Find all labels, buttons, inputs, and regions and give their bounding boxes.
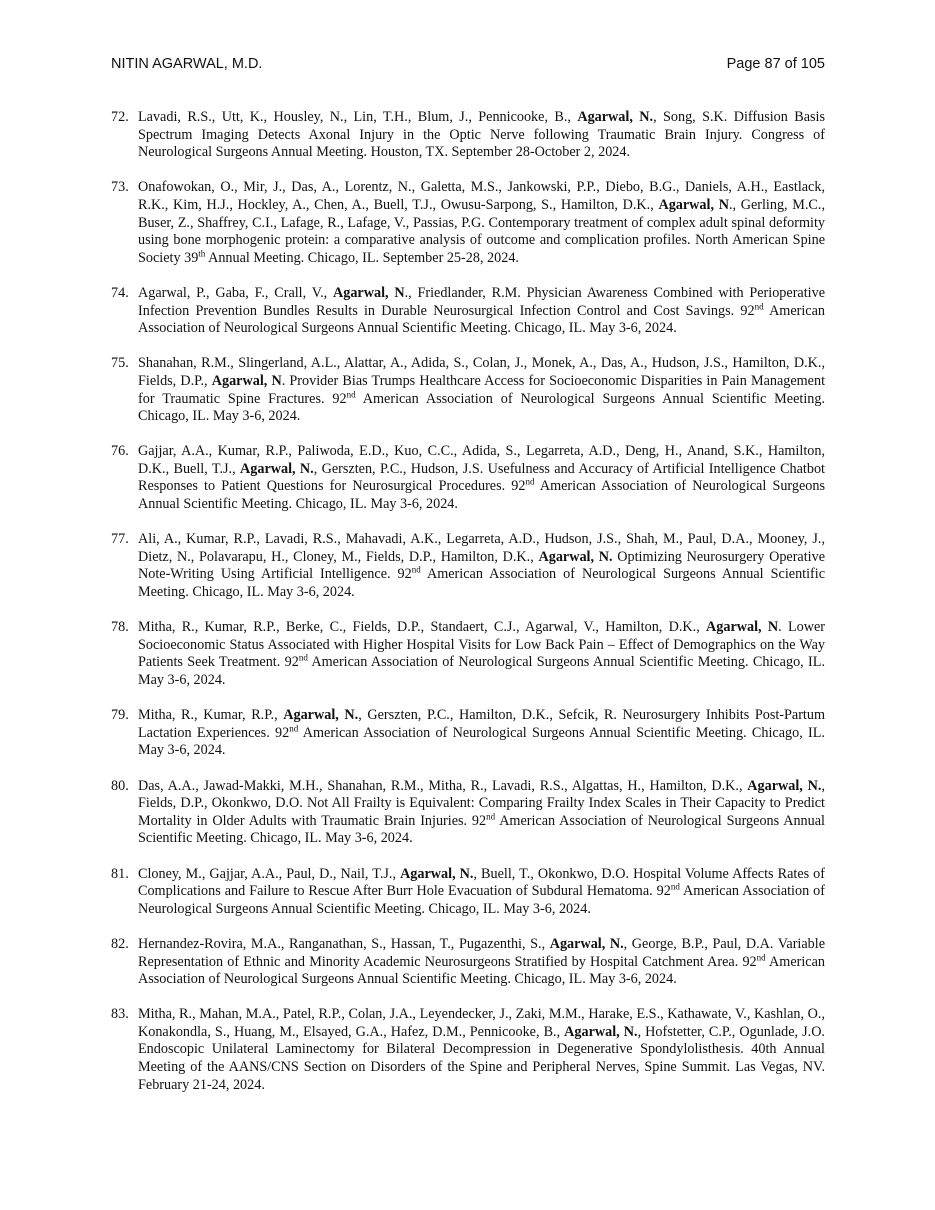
reference-text bbox=[138, 936, 825, 989]
author-highlight: Agarwal, N bbox=[706, 619, 779, 636]
reference-item bbox=[111, 1006, 825, 1094]
ordinal-suffix: nd bbox=[411, 564, 421, 575]
reference-number: 79. bbox=[111, 707, 129, 724]
author-highlight: Agarwal, N bbox=[658, 196, 729, 213]
reference-segment: , George, B.P., Paul, D.A. Variable Representation of Ethnic and Minority Academic Neurosurgeons Stratified by Hospital Catchment Area. 92 bbox=[138, 935, 826, 970]
reference-segment: American Association of Neurological Surgeons Annual Scientific Meeting. Chicago, IL. May 3-6, 2024. bbox=[138, 566, 826, 601]
reference-list bbox=[111, 109, 825, 1112]
reference-text bbox=[138, 531, 825, 601]
author-highlight: Agarwal, N. bbox=[564, 1023, 638, 1040]
reference-item bbox=[111, 531, 825, 601]
author-highlight: Agarwal, N. bbox=[240, 460, 314, 477]
reference-number: 72. bbox=[111, 109, 129, 125]
author-highlight: Agarwal, N bbox=[211, 372, 282, 389]
header-author: NITIN AGARWAL, M.D. bbox=[111, 56, 263, 72]
reference-segment: Onafowokan, O., Mir, J., Das, A., Lorentz, N., Galetta, M.S., Jankowski, P.P., Diebo, B.G., Daniels, A.H., Eastlack, R.K., Kim, H.J., Hockley, A., Chen, A., Buell, T.J., Owusu-Sarpong, S., Hamilton, D.K., bbox=[138, 179, 825, 213]
reference-text bbox=[138, 179, 825, 267]
ordinal-suffix: nd bbox=[289, 723, 299, 734]
reference-segment: American Association of Neurological Surgeons Annual Scientific Meeting. Chicago, IL. May 3-6, 2024. bbox=[138, 883, 825, 917]
reference-number: 75. bbox=[111, 355, 129, 372]
reference-text bbox=[138, 355, 825, 425]
reference-number: 76. bbox=[111, 443, 129, 460]
page-header bbox=[111, 56, 825, 72]
reference-number: 74. bbox=[111, 284, 129, 301]
reference-segment: Agarwal, P., Gaba, F., Crall, V., bbox=[138, 284, 333, 301]
reference-number: 78. bbox=[111, 619, 129, 636]
header-page-number: Page 87 of 105 bbox=[726, 56, 825, 72]
reference-item bbox=[111, 443, 825, 513]
ordinal-suffix: nd bbox=[298, 652, 308, 663]
author-highlight: Agarwal, N bbox=[333, 284, 405, 301]
reference-text bbox=[138, 778, 825, 848]
reference-item bbox=[111, 707, 825, 760]
ordinal-suffix: nd bbox=[346, 388, 356, 399]
ordinal-suffix: th bbox=[198, 248, 206, 259]
reference-number: 80. bbox=[111, 777, 129, 794]
reference-segment: American Association of Neurological Surgeons Annual Scientific Meeting. Chicago, IL. May 3-6, 2024. bbox=[138, 654, 825, 688]
reference-item bbox=[111, 285, 825, 338]
reference-number: 81. bbox=[111, 865, 129, 882]
reference-text bbox=[138, 1006, 825, 1094]
reference-segment: , Hofstetter, C.P., Ogunlade, J.O. Endoscopic Unilateral Laminectomy for Bilateral Decompression in Degenerative Spondylolisthesis. 40th Annual Meeting of the AANS/CNS Section on Disorders of the Spine and Peripheral Nerves, Spine Summit. Las Vegas, NV. February 21-24, 2024. bbox=[138, 1023, 825, 1093]
reference-text bbox=[138, 619, 825, 689]
ordinal-suffix: nd bbox=[754, 300, 764, 311]
reference-segment: , Buell, T., Okonkwo, D.O. Hospital Volume Affects Rates of Complications and Failure to Rescue After Burr Hole Evacuation of Subdural Hematoma. 92 bbox=[138, 865, 825, 900]
ordinal-suffix: nd bbox=[525, 476, 535, 487]
reference-segment: Hernandez-Rovira, M.A., Ranganathan, S., Hassan, T., Pugazenthi, S., bbox=[138, 935, 550, 952]
reference-item bbox=[111, 355, 825, 425]
reference-segment: . Lower Socioeconomic Status Associated with Higher Hospital Visits for Low Back Pain – Effect of Demographics on the Way Patients Seek Treatment. 92 bbox=[138, 619, 825, 671]
author-highlight: Agarwal, N. bbox=[538, 548, 613, 565]
ordinal-suffix: nd bbox=[486, 811, 496, 822]
reference-segment: Optimizing Neurosurgery Operative Note-Writing Using Artificial Intelligence. 92 bbox=[138, 548, 826, 583]
reference-item bbox=[111, 866, 825, 919]
ordinal-suffix: nd bbox=[756, 951, 766, 962]
reference-segment: , Gerszten, P.C., Hudson, J.S. Usefulness and Accuracy of Artificial Intelligence Chatbot Responses to Patient Questions for Neurosurgical Procedures. 92 bbox=[138, 460, 826, 495]
ordinal-suffix: nd bbox=[670, 881, 680, 892]
reference-segment: American Association of Neurological Surgeons Annual Scientific Meeting. Chicago, IL. May 3-6, 2024. bbox=[138, 812, 825, 847]
reference-segment: , Song, S.K. Diffusion Basis Spectrum Imaging Detects Axonal Injury in the Optic Nerve following Traumatic Brain Injury. Congress of Neurological Surgeons Annual Meeting. Houston, TX. September 28-October 2, 2024. bbox=[138, 109, 825, 161]
author-highlight: Agarwal, N. bbox=[577, 109, 654, 125]
author-highlight: Agarwal, N. bbox=[747, 777, 822, 794]
reference-segment: American Association of Neurological Surgeons Annual Scientific Meeting. Chicago, IL. May 3-6, 2024. bbox=[138, 390, 825, 425]
reference-segment: Cloney, M., Gajjar, A.A., Paul, D., Nail, T.J., bbox=[138, 865, 401, 882]
reference-text bbox=[138, 443, 825, 513]
reference-number: 83. bbox=[111, 1006, 129, 1023]
reference-segment: American Association of Neurological Surgeons Annual Scientific Meeting. Chicago, IL. May 3-6, 2024. bbox=[138, 302, 825, 337]
reference-segment: Ali, A., Kumar, R.P., Lavadi, R.S., Mahavadi, A.K., Legarreta, A.D., Hudson, J.S., Shah, M., Paul, D.A., Mooney, J., Dietz, N., Polavarapu, H., Cloney, M., Fields, D.P., Hamilton, D.K., bbox=[138, 531, 825, 565]
reference-segment: Mitha, R., Kumar, R.P., Berke, C., Fields, D.P., Standaert, C.J., Agarwal, V., Hamilton, D.K., bbox=[138, 619, 707, 636]
reference-segment: , Fields, D.P., Okonkwo, D.O. Not All Frailty is Equivalent: Comparing Frailty Index Scales in Their Capacity to Predict Mortality in Older Adults with Traumatic Brain Injuries. 92 bbox=[138, 777, 825, 829]
reference-item bbox=[111, 109, 825, 162]
reference-item bbox=[111, 619, 825, 689]
reference-text bbox=[138, 866, 825, 919]
reference-segment: Annual Meeting. Chicago, IL. September 25-28, 2024. bbox=[205, 249, 519, 266]
reference-segment: American Association of Neurological Surgeons Annual Scientific Meeting. Chicago, IL. May 3-6, 2024. bbox=[138, 724, 825, 759]
reference-number: 73. bbox=[111, 179, 129, 196]
reference-segment: Gajjar, A.A., Kumar, R.P., Paliwoda, E.D., Kuo, C.C., Adida, S., Legarreta, A.D., Deng, H., Anand, S.K., Hamilton, D.K., Buell, T.J., bbox=[138, 443, 825, 477]
reference-text bbox=[138, 707, 825, 760]
reference-segment: ., Friedlander, R.M. Physician Awareness Combined with Perioperative Infection Prevention Bundles Results in Durable Neurosurgical Infection Control and Cost Savings. 92 bbox=[138, 284, 825, 319]
reference-number: 77. bbox=[111, 531, 129, 548]
reference-item bbox=[111, 778, 825, 848]
reference-segment: ., Gerling, M.C., Buser, Z., Shaffrey, C.I., Lafage, R., Lafage, V., Passias, P.G. Contemporary treatment of complex adult spinal deformity using bone morphogenic protein: a comparative analysis of outcome and complication profiles. North American Spine Society 39 bbox=[138, 196, 825, 266]
reference-segment: American Association of Neurological Surgeons Annual Scientific Meeting. Chicago, IL. May 3-6, 2024. bbox=[138, 953, 825, 988]
reference-segment: American Association of Neurological Surgeons Annual Scientific Meeting. Chicago, IL. May 3-6, 2024. bbox=[138, 478, 825, 513]
author-highlight: Agarwal, N. bbox=[400, 865, 474, 882]
author-highlight: Agarwal, N. bbox=[549, 935, 624, 952]
reference-segment: Shanahan, R.M., Slingerland, A.L., Alattar, A., Adida, S., Colan, J., Monek, A., Das, A., Hudson, J.S., Hamilton, D.K., Fields, D.P., bbox=[138, 355, 825, 389]
reference-segment: Das, A.A., Jawad-Makki, M.H., Shanahan, R.M., Mitha, R., Lavadi, R.S., Algattas, H., Hamilton, D.K., bbox=[138, 777, 748, 794]
author-highlight: Agarwal, N. bbox=[283, 707, 359, 724]
reference-text bbox=[138, 109, 825, 162]
reference-segment: Lavadi, R.S., Utt, K., Housley, N., Lin, T.H., Blum, J., Pennicooke, B., bbox=[138, 109, 578, 125]
reference-item bbox=[111, 179, 825, 267]
reference-number: 82. bbox=[111, 935, 129, 952]
reference-segment: . Provider Bias Trumps Healthcare Access for Socioeconomic Disparities in Pain Management for Traumatic Spine Fractures. 92 bbox=[138, 372, 826, 407]
reference-item bbox=[111, 936, 825, 989]
reference-segment: , Gerszten, P.C., Hamilton, D.K., Sefcik, R. Neurosurgery Inhibits Post-Partum Lactation Experiences. 92 bbox=[138, 707, 825, 741]
reference-text bbox=[138, 285, 825, 338]
reference-segment: Mitha, R., Mahan, M.A., Patel, R.P., Colan, J.A., Leyendecker, J., Zaki, M.M., Harake, E.S., Kathawate, V., Kashlan, O., Konakondla, S., Huang, M., Elsayed, G.A., Hafez, D.M., Pennicooke, B., bbox=[138, 1006, 825, 1040]
reference-segment: Mitha, R., Kumar, R.P., bbox=[138, 707, 284, 724]
